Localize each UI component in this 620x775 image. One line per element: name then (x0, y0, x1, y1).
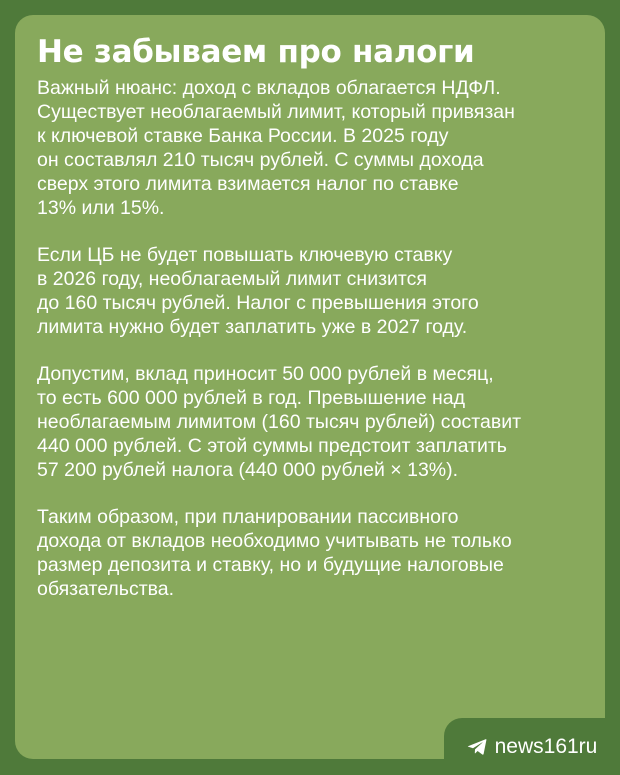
paragraph-limit-2026: Если ЦБ не будет повышать ключевую ставку в 2026 году, необлагаемый лимит снизится до 160 тысяч рублей. Налог с превышения этого лимита нужно будет заплатить уже в 2027 году. (37, 244, 479, 338)
brand-badge[interactable] (444, 718, 620, 775)
post-card (15, 15, 605, 759)
paragraph-conclusion: Таким образом, при планировании пассивного дохода от вкладов необходимо учитывать не только размер депозита и ставку, но и будущие налоговые обязательства. (37, 506, 512, 600)
brand-handle: news161ru (494, 734, 598, 758)
paragraph-tax-nuance: Важный нюанс: доход с вкладов облагается НДФЛ. Существует необлагаемый лимит, который привязан к ключевой ставке Банка России. В 2025 году он составлял 210 тысяч рублей. С суммы дохода сверх этого лимита взимается налог по ставке 13% или 15%. (37, 77, 515, 219)
paragraph-example: Допустим, вклад приносит 50 000 рублей в месяц, то есть 600 000 рублей в год. Превышение над необлагаемым лимитом (160 тысяч рублей) составит 440 000 рублей. С этой суммы предстоит заплатить 57 200 рублей налога (440 000 рублей × 13%). (37, 363, 522, 481)
post-title: Не забываем про налоги (37, 34, 475, 70)
telegram-icon (467, 738, 487, 756)
